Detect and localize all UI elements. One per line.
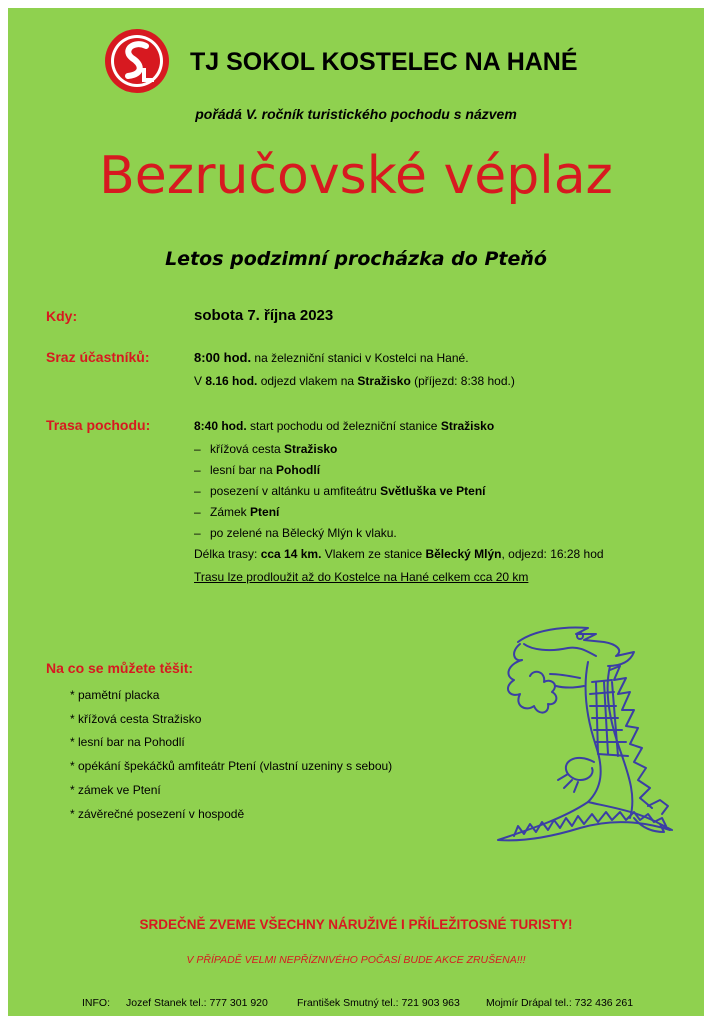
stop-place: Pohodlí	[276, 463, 321, 477]
meeting-label: Sraz účastníků:	[46, 349, 150, 365]
highlight-item: * zámek ve Ptení	[70, 782, 161, 797]
route-length	[194, 547, 604, 561]
crocodile-icon	[484, 622, 684, 856]
stop-text: křížová cesta	[210, 442, 285, 456]
highlight-item: * lesní bar na Pohodlí	[70, 735, 185, 750]
highlight-item: * pamětní placka	[70, 688, 160, 702]
stop-text: lesní bar na	[210, 463, 277, 477]
event-title: Bezručovské véplaz	[99, 146, 613, 206]
meeting-line-2	[194, 374, 515, 388]
when-label: Kdy:	[46, 308, 78, 324]
highlights-label: Na co se můžete těšit:	[46, 660, 194, 676]
start-text: start pochodu od železniční stanice	[246, 419, 441, 433]
stop-place: Světluška ve Ptení	[380, 484, 486, 498]
train-time: 8.16 hod.	[205, 374, 258, 388]
stop-text: po zelené na Bělecký Mlýn k vlaku.	[210, 526, 397, 540]
weather-note: V PŘÍPADĚ VELMI NEPŘÍZNIVÉHO POČASÍ BUDE AKCE ZRUŠENA!!!	[186, 954, 526, 966]
route-stop	[194, 505, 279, 519]
highlight-item: * závěrečné posezení v hospodě	[70, 806, 245, 821]
stop-dash: –	[194, 442, 201, 456]
meeting-line-2-pre: V	[194, 374, 206, 388]
contact-1: Jozef Stanek tel.: 777 301 920	[126, 997, 268, 1009]
stop-dash: –	[194, 484, 201, 498]
stop-place: Stražisko	[284, 442, 338, 456]
invitation: SRDEČNĚ ZVEME VŠECHNY NÁRUŽIVÉ I PŘÍLEŽITOSNÉ TURISTY!	[139, 917, 573, 932]
contact-2: František Smutný tel.: 721 903 963	[297, 997, 460, 1009]
sokol-logo-icon	[104, 28, 170, 94]
meeting-time: 8:00 hod.	[194, 350, 252, 365]
meeting-line-2-mid: odjezd vlakem na	[257, 374, 358, 388]
route-label: Trasa pochodu:	[46, 417, 151, 433]
when-value: sobota 7. října 2023	[194, 307, 334, 324]
start-station: Stražisko	[440, 419, 495, 433]
route-stop	[194, 463, 320, 477]
stop-dash: –	[194, 463, 201, 477]
event-tagline: Letos podzimní procházka do Pteňó	[165, 248, 547, 270]
organization-name: TJ SOKOL KOSTELEC NA HANÉ	[190, 48, 578, 76]
stop-text: posezení v altánku u amfiteátru	[210, 484, 381, 498]
route-stop	[194, 484, 486, 498]
poster	[8, 8, 704, 1016]
length-value: cca 14 km.	[260, 547, 322, 561]
route-stop	[194, 442, 337, 456]
departure-time: , odjezd: 16:28 hod	[501, 547, 604, 561]
stop-text: Zámek	[210, 505, 251, 519]
length-mid: Vlakem ze stanice	[321, 547, 426, 561]
train-destination: Stražisko	[357, 374, 411, 388]
length-pre: Délka trasy:	[194, 547, 261, 561]
start-time: 8:40 hod.	[194, 419, 247, 433]
route-stop	[194, 526, 397, 540]
route-extension: Trasu lze prodloužit až do Kostelce na Hané celkem cca 20 km	[194, 570, 529, 584]
stop-place: Ptení	[250, 505, 280, 519]
stop-dash: –	[194, 526, 201, 540]
arrival-time: (příjezd: 8:38 hod.)	[410, 374, 515, 388]
stop-dash: –	[194, 505, 201, 519]
event-intro: pořádá V. ročník turistického pochodu s názvem	[195, 106, 517, 122]
route-start	[194, 419, 494, 433]
info-label: INFO:	[82, 997, 110, 1009]
return-station: Bělecký Mlýn	[425, 547, 502, 561]
highlight-item: * křížová cesta Stražisko	[70, 711, 202, 726]
meeting-line-1	[194, 350, 469, 365]
meeting-place: na železniční stanici v Kostelci na Hané.	[251, 351, 469, 365]
highlight-item: * opékání špekáčků amfiteátr Ptení (vlastní uzeniny s sebou)	[70, 759, 393, 774]
contact-3: Mojmír Drápal tel.: 732 436 261	[486, 997, 634, 1009]
